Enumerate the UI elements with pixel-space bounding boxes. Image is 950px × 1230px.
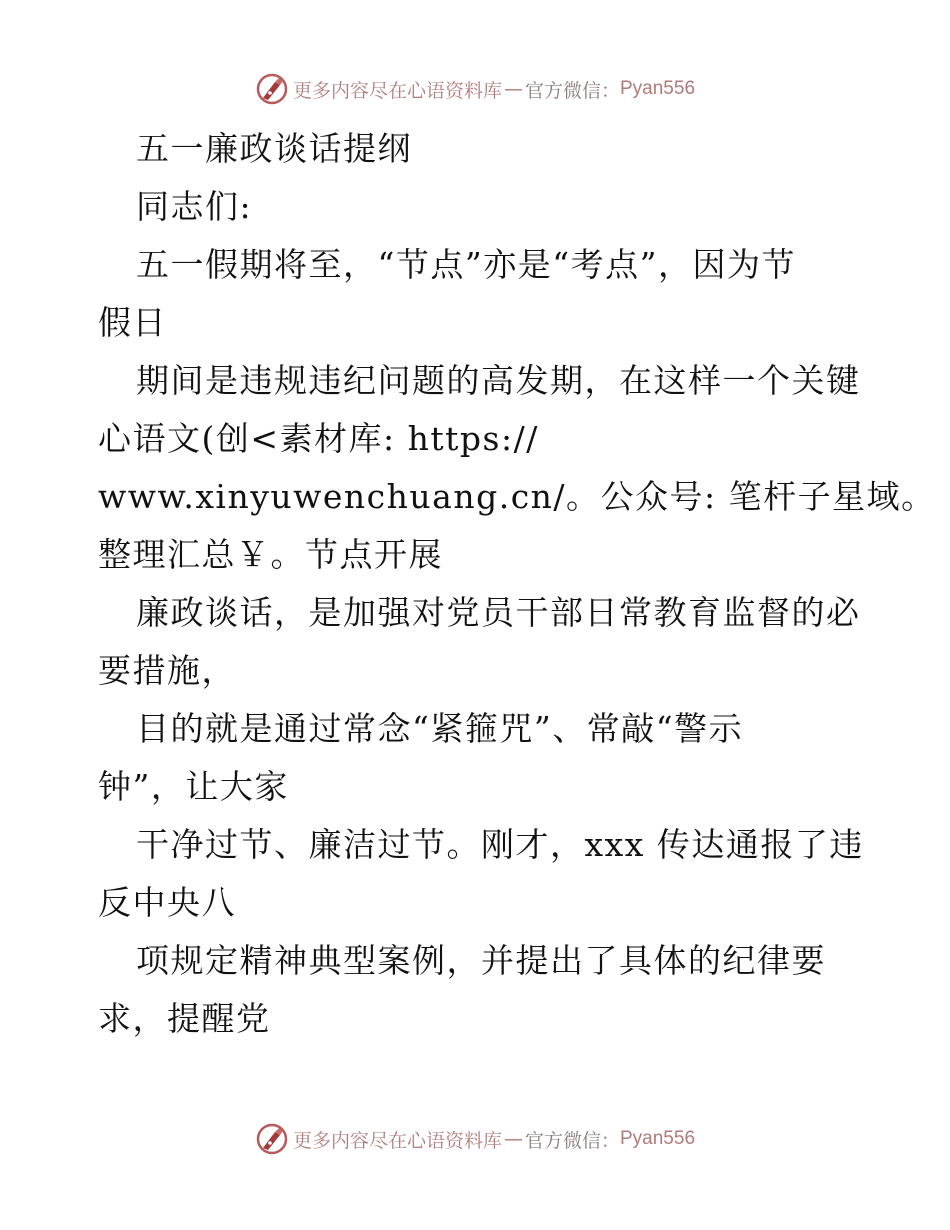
doc-salutation: 同志们:: [136, 187, 253, 226]
doc-line: 整理汇总￥。节点开展: [98, 535, 443, 574]
doc-line: 目的就是通过常念“紧箍咒”、常敲“警示: [136, 709, 744, 748]
header-banner: [0, 72, 950, 106]
pen-nib-logo-icon: [255, 72, 289, 106]
doc-line: 钟”，让大家: [98, 767, 289, 806]
banner-dash: —: [503, 78, 523, 100]
doc-line: 要措施，: [98, 651, 236, 690]
doc-line: 五一假期将至，“节点”亦是“考点”，因为节: [136, 245, 796, 284]
banner-account: Pyan556: [620, 1128, 696, 1149]
doc-line: 假日: [98, 303, 167, 342]
doc-line: 期间是违规违纪问题的高发期，在这样一个关键: [136, 361, 861, 400]
banner-wechat-label: 官方微信：: [524, 79, 620, 102]
pen-nib-logo-icon: [255, 1122, 289, 1156]
doc-line: 心语文(创<素材库: https://: [98, 419, 539, 458]
banner-dash: —: [503, 1128, 523, 1150]
doc-line: 廉政谈话，是加强对党员干部日常教育监督的必: [136, 593, 861, 632]
banner-text: 更多内容尽在心语资料库: [292, 79, 502, 102]
doc-line: 反中央八: [98, 883, 236, 922]
doc-line: 干净过节、廉洁过节。刚才，xxx 传达通报了违: [136, 825, 864, 864]
doc-line: 项规定精神典型案例，并提出了具体的纪律要: [136, 941, 826, 980]
document-body: [98, 120, 936, 1048]
doc-line: 求，提醒党: [98, 999, 271, 1038]
doc-title: 五一廉政谈话提纲: [136, 129, 412, 168]
doc-line: www.xinyuwenchuang.cn/。公众号: 笔杆子星域。: [98, 477, 936, 516]
footer-banner: [0, 1122, 950, 1156]
banner-text: 更多内容尽在心语资料库: [292, 1129, 502, 1152]
banner-account: Pyan556: [620, 78, 696, 99]
banner-wechat-label: 官方微信：: [524, 1129, 620, 1152]
